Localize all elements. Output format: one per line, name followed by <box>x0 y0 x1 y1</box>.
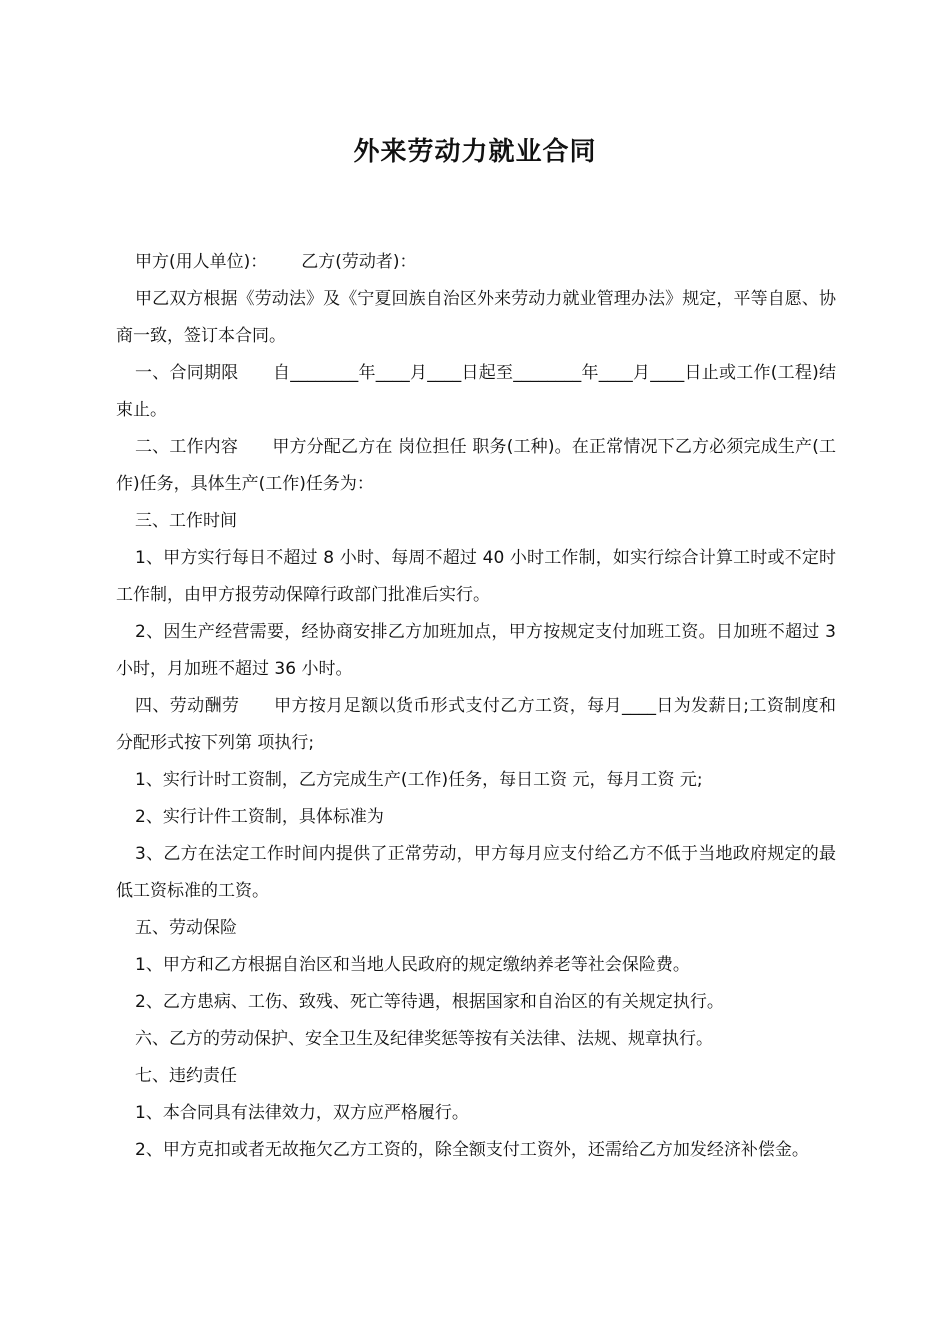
party-a-label: 甲方(用人单位)： <box>135 252 268 272</box>
paragraph-remuneration-2: 2、实行计件工资制，具体标准为 <box>135 807 384 827</box>
paragraph-remuneration: 四、劳动酬劳 甲方按月足额以货币形式支付乙方工资，每月____日为发薪日;工资制度和分配形式按下列第 项执行; <box>116 696 836 753</box>
paragraph-remuneration-3: 3、乙方在法定工作时间内提供了正常劳动，甲方每月应支付给乙方不低于当地政府规定的最低工资标准的工资。 <box>116 844 836 901</box>
heading-insurance: 五、劳动保险 <box>135 918 237 938</box>
paragraph-work-time-1: 1、甲方实行每日不超过 8 小时、每周不超过 40 小时工作制，如实行综合计算工时或不定时工作制，由甲方报劳动保障行政部门批准后实行。 <box>116 548 836 605</box>
paragraph-liability-1: 1、本合同具有法律效力，双方应严格履行。 <box>135 1103 469 1123</box>
document-body <box>116 244 836 1169</box>
paragraph-remuneration-1: 1、实行计时工资制，乙方完成生产(工作)任务，每日工资 元，每月工资 元; <box>135 770 703 790</box>
paragraph-work-content: 二、工作内容 甲方分配乙方在 岗位担任 职务(工种)。在正常情况下乙方必须完成生产(工作)任务，具体生产(工作)任务为： <box>116 437 836 494</box>
paragraph-protection: 六、乙方的劳动保护、安全卫生及纪律奖惩等按有关法律、法规、规章执行。 <box>135 1029 713 1049</box>
heading-work-time: 三、工作时间 <box>135 511 237 531</box>
parties-line <box>116 244 836 281</box>
paragraph-preamble: 甲乙双方根据《劳动法》及《宁夏回族自治区外来劳动力就业管理办法》规定，平等自愿、协商一致，签订本合同。 <box>116 289 836 346</box>
party-b-label: 乙方(劳动者)： <box>301 252 417 272</box>
paragraph-insurance-1: 1、甲方和乙方根据自治区和当地人民政府的规定缴纳养老等社会保险费。 <box>135 955 690 975</box>
paragraph-liability-2: 2、甲方克扣或者无故拖欠乙方工资的，除全额支付工资外，还需给乙方加发经济补偿金。 <box>135 1140 809 1160</box>
heading-liability: 七、违约责任 <box>135 1066 237 1086</box>
document-title: 外来劳动力就业合同 <box>353 137 597 167</box>
paragraph-term: 一、合同期限 自________年____月____日起至________年____月____日止或工作(工程)结束止。 <box>116 363 836 420</box>
paragraph-insurance-2: 2、乙方患病、工伤、致残、死亡等待遇，根据国家和自治区的有关规定执行。 <box>135 992 724 1012</box>
paragraph-work-time-2: 2、因生产经营需要，经协商安排乙方加班加点，甲方按规定支付加班工资。日加班不超过 3 小时，月加班不超过 36 小时。 <box>116 622 836 679</box>
